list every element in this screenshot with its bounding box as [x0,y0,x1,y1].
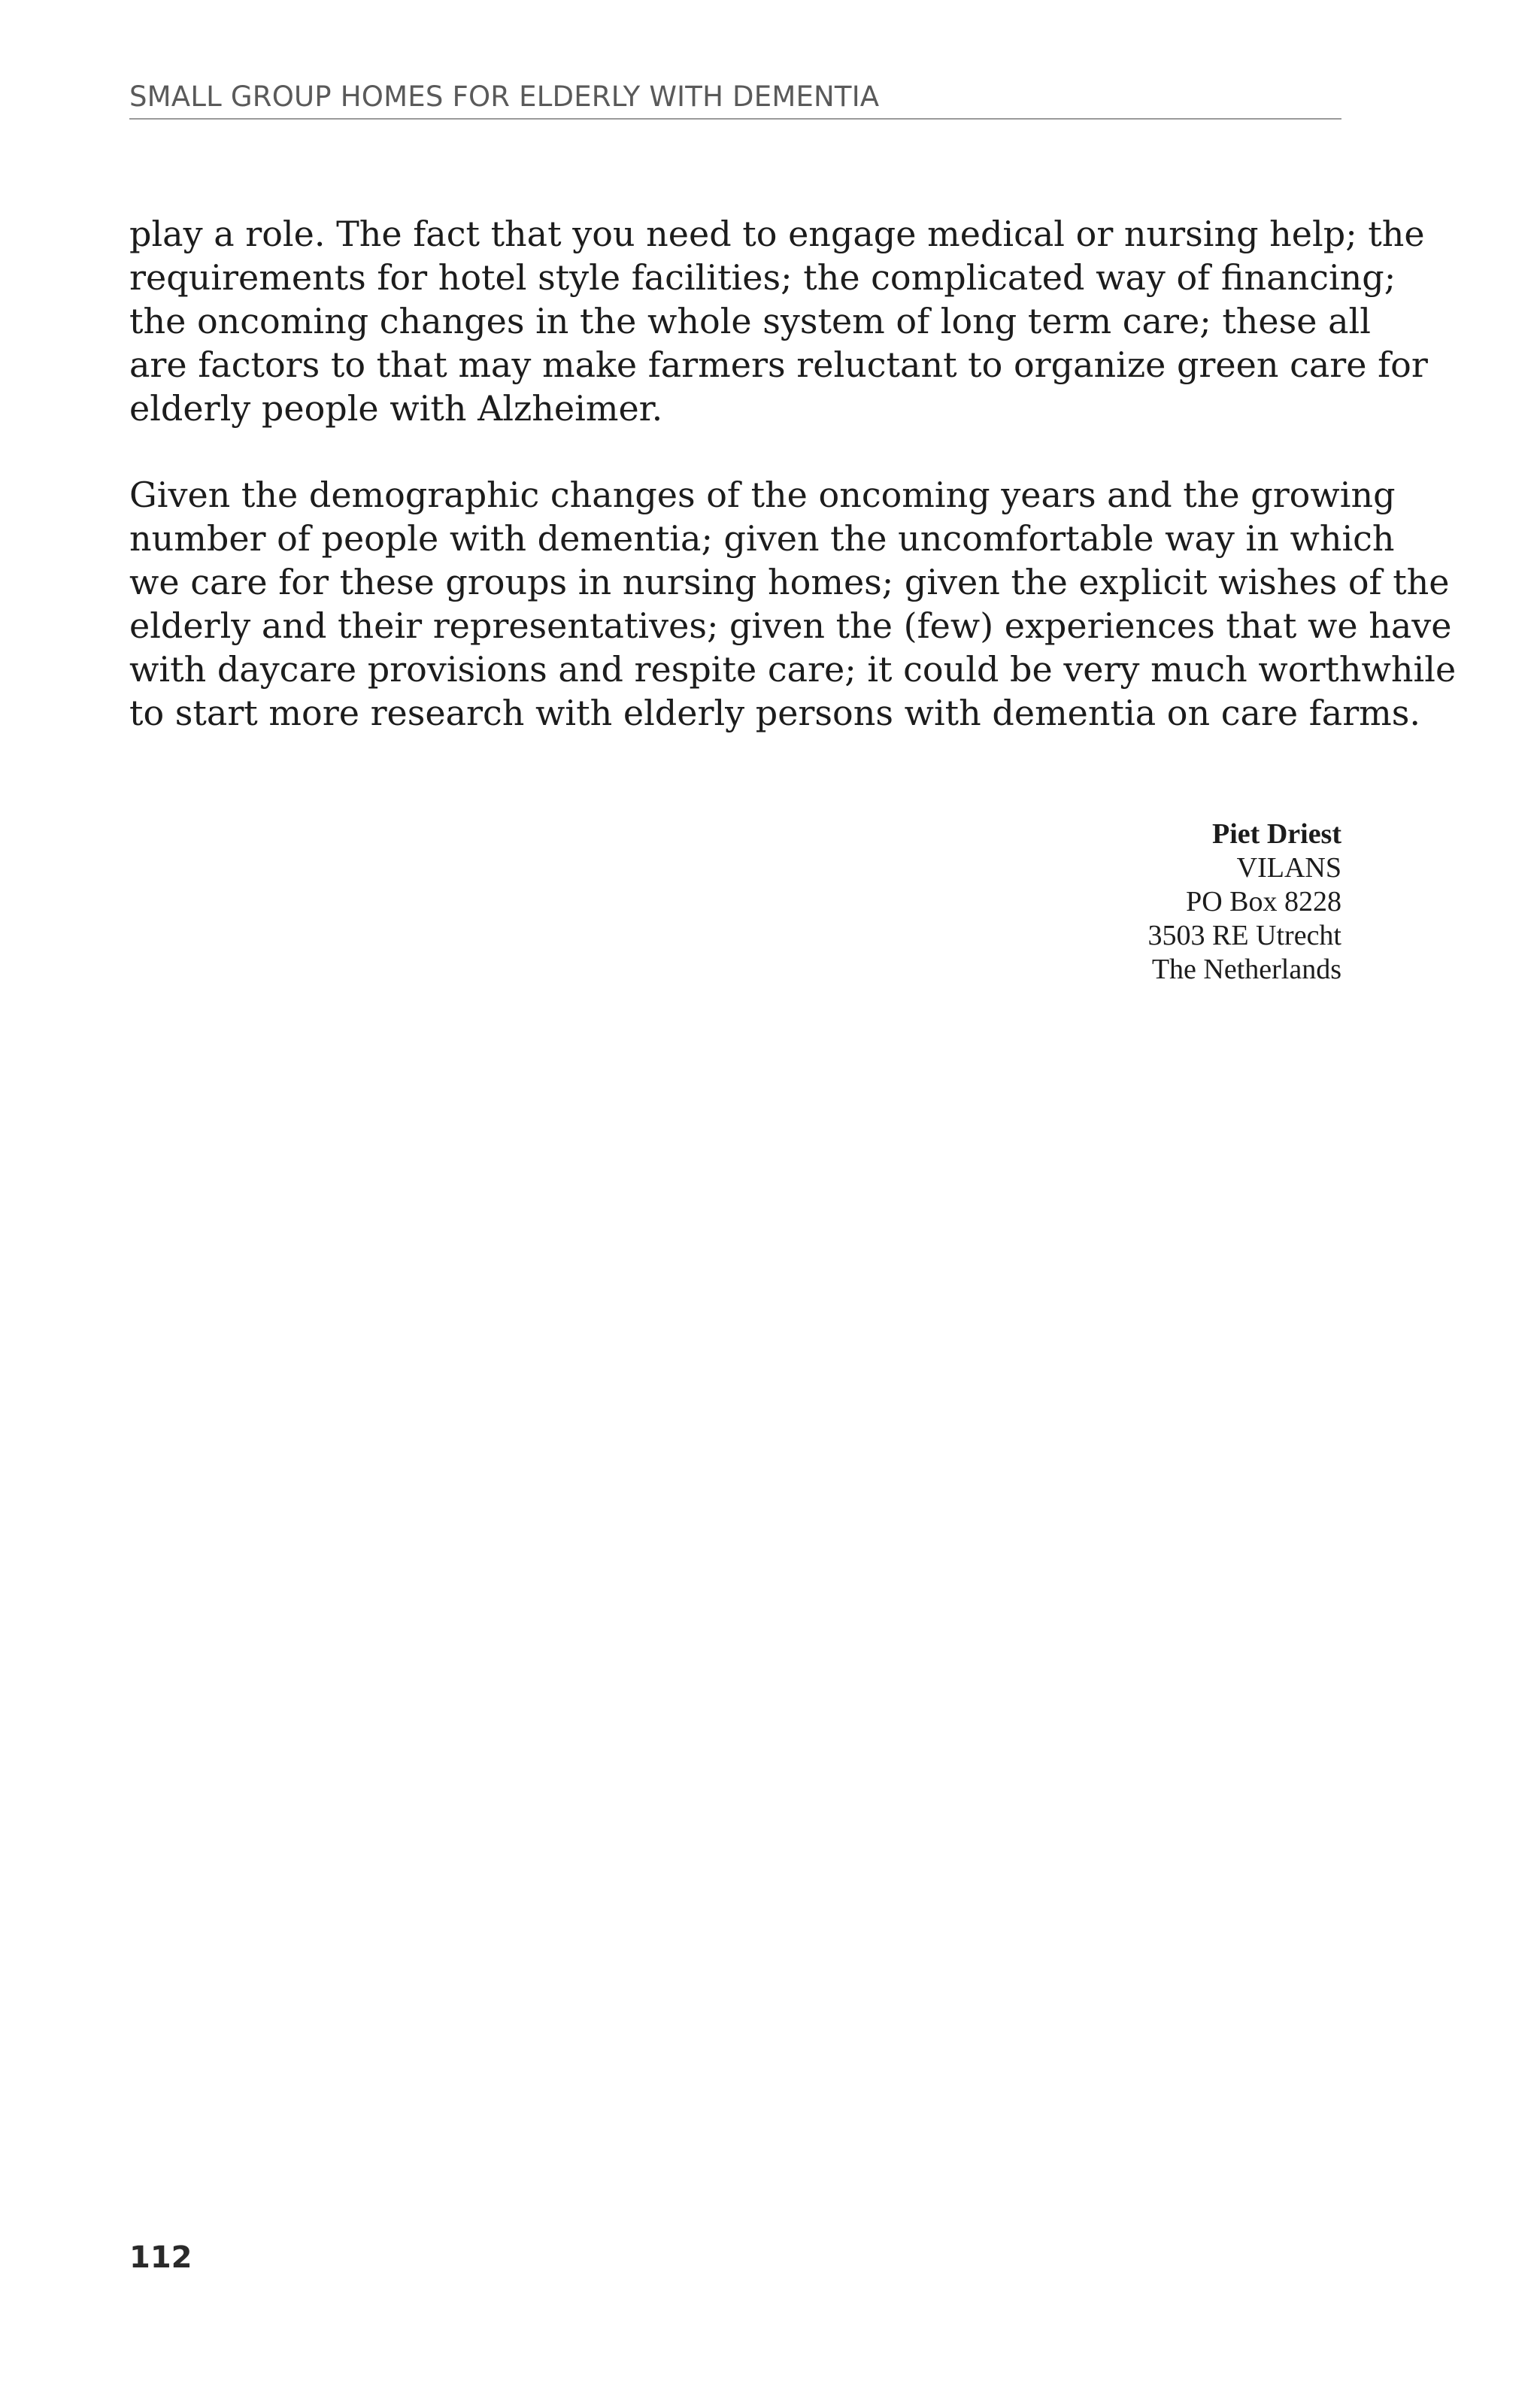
paragraph-line: number of people with dementia; given the uncomfortable way in which [129,518,1395,559]
paragraph-line: requirements for hotel style facilities; the complicated way of financing; [129,257,1396,298]
paragraph-line: elderly people with Alzheimer. [129,388,663,429]
paragraph-line: with daycare provisions and respite care; it could be very much worthwhile [129,649,1457,690]
author-organization: VILANS [1236,852,1341,884]
author-city: 3503 RE Utrecht [1147,920,1341,951]
author-name: Piet Driest [1212,818,1341,850]
paragraph-line: play a role. The fact that you need to engage medical or nursing help; the [129,214,1425,254]
header-rule [129,118,1341,120]
running-head: SMALL GROUP HOMES FOR ELDERLY WITH DEMENTIA [129,80,880,113]
paragraph-line: elderly and their representatives; given the (few) experiences that we have [129,605,1452,646]
paragraph-line: to start more research with elderly persons with dementia on care farms. [129,693,1421,733]
paragraph-1 [129,212,1428,430]
paragraph-line: Given the demographic changes of the oncoming years and the growing [129,475,1396,515]
paragraph-line: the oncoming changes in the whole system of long term care; these all [129,301,1371,341]
paragraph-line: are factors to that may make farmers reluctant to organize green care for [129,344,1428,385]
author-signature-block [1147,817,1341,987]
paragraph-2 [129,473,1457,735]
paragraph-line: we care for these groups in nursing homes; given the explicit wishes of the [129,562,1450,602]
author-po-box: PO Box 8228 [1186,886,1341,917]
author-country: The Netherlands [1151,954,1341,985]
page-number: 112 [129,2240,192,2275]
